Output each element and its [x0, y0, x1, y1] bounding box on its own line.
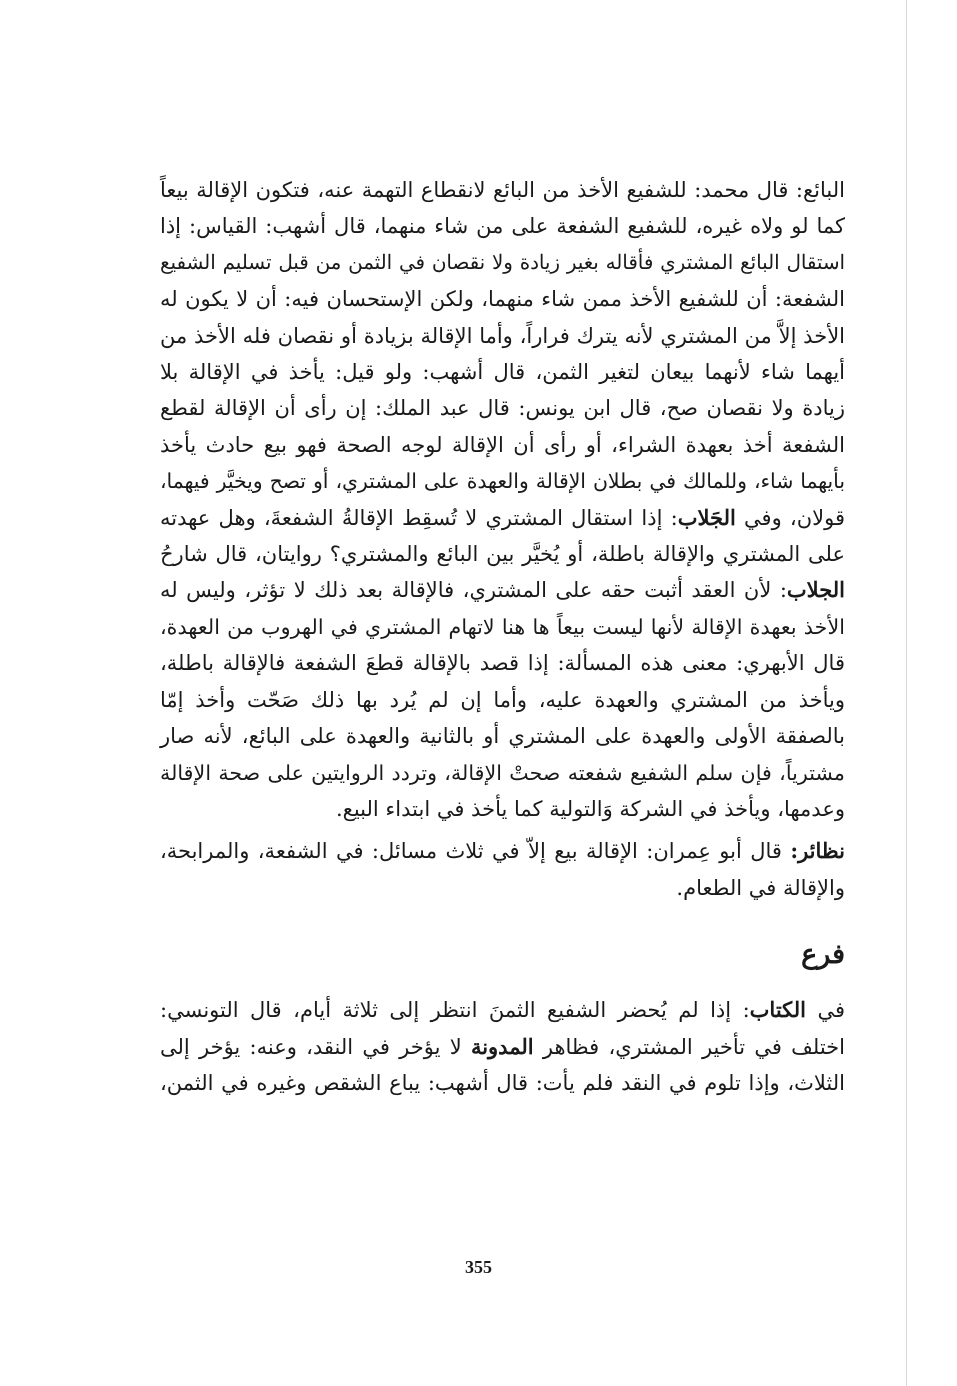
- text-line: الثلاث، وإذا تلوم في النقد فلم يأت: قال أشهب: يباع الشقص وغيره في الثمن،: [160, 1070, 845, 1095]
- page-number: 355: [465, 1257, 492, 1277]
- text-line: أيهما شاء لأنهما بيعان لتغير الثمن، قال أشهب: ولو قيل: يأخذ في الإقالة بلا: [160, 360, 845, 385]
- bold-term-mudawwana: المدونة: [470, 1033, 534, 1059]
- scan-edge-line: [906, 0, 907, 1386]
- text-line: بأيهما شاء، وللمالك في بطلان الإقالة والعهدة على المشتري، أو تصح ويخيَّر فيهما،: [160, 469, 845, 494]
- text-line: زيادة ولا نقصان صح، قال ابن يونس: قال عبد الملك: إن رأى أن الإقالة لقطع: [160, 396, 845, 421]
- text-line: والإقالة في الطعام.: [676, 875, 845, 900]
- text-line: استقال البائع المشتري فأقاله بغير زيادة ولا نقصان في الثمن من قبل تسليم الشفيع: [160, 250, 845, 274]
- paragraph-2: [160, 833, 845, 906]
- text-line: على المشتري والإقالة باطلة، أو يُخيَّر بين البائع والمشتري؟ روايتان، قال شارحُ: [160, 542, 845, 567]
- text-run: قال أبو عِمران: الإقالة بيع إلاّ في ثلاث مسائل: في الشفعة، والمرابحة،: [160, 839, 791, 864]
- text-run: : إذا لم يُحضر الشفيع الثمنَ انتظر إلى ثلاثة أيام، قال التونسي:: [160, 998, 750, 1023]
- text-line: ويأخذ من المشتري والعهدة عليه، وأما إن لم يُرد بها ذلك صَحّت وأخذ إمّا: [160, 687, 845, 712]
- text-line: قال الأبهري: معنى هذه المسألة: إذا قصد بالإقالة قطعَ الشفعة فالإقالة باطلة،: [160, 651, 845, 676]
- text-line: البائع: قال محمد: للشفيع الأخذ من البائع لانقطاع التهمة عنه، فتكون الإقالة بيعاً: [160, 178, 845, 202]
- text-line: كما لو ولاه غيره، للشفيع الشفعة على من شاء منهما، قال أشهب: القياس: إذا: [160, 214, 845, 239]
- text-line: الأخذ إلاَّ من المشتري لأنه يترك فراراً، وأما الإقالة بزيادة أو نقصان فله الأخذ من: [160, 323, 845, 348]
- text-line: [160, 992, 845, 1028]
- page-body: [160, 172, 845, 1101]
- text-line: [160, 500, 845, 536]
- text-run: : إذا استقال المشتري لا تُسقِط الإقالةُ الشفعةَ، وهل عهدته: [160, 505, 678, 530]
- text-line: [160, 833, 845, 869]
- text-run: اختلف في تأخير المشتري، فظاهر: [533, 1034, 845, 1059]
- text-line: [160, 572, 845, 608]
- text-line: [160, 1029, 845, 1065]
- text-line: الشفعة أخذ بعهدة الشراء، أو رأى أن الإقالة لوجه الصحة فهو بيع حادث يأخذ: [160, 432, 845, 457]
- text-run: : لأن العقد أثبت حقه على المشتري، فالإقالة بعد ذلك لا تؤثر، وليس له: [160, 578, 787, 603]
- bold-term-jallab: الجلاب: [786, 577, 845, 603]
- bold-term-jallab: الجَلاب: [677, 504, 736, 530]
- text-run: قولان، وفي: [735, 505, 845, 530]
- paragraph-3: [160, 992, 845, 1101]
- text-line: الشفعة: أن للشفيع الأخذ ممن شاء منهما، ولكن الإستحسان فيه: أن لا يكون له: [160, 287, 845, 312]
- paragraph-1: [160, 172, 845, 827]
- text-run: لا يؤخر في النقد، وعنه: يؤخر إلى: [160, 1034, 471, 1059]
- text-line: مشترياً، فإن سلم الشفيع شفعته صحتْ الإقالة، وتردد الروايتين على صحة الإقالة: [160, 760, 845, 785]
- section-heading: فرع: [801, 939, 845, 971]
- bold-term-nazair: نظائر:: [790, 838, 845, 864]
- text-run: في: [806, 998, 845, 1023]
- bold-term-kitab: الكتاب: [749, 997, 806, 1023]
- text-line: الأخذ بعهدة الإقالة لأنها ليست بيعاً ها هنا لاتهام المشتري في الهروب من العهدة،: [160, 614, 845, 639]
- text-line: وعدمها، ويأخذ في الشركة وَالتولية كما يأخذ في ابتداء البيع.: [335, 796, 845, 821]
- text-line: بالصفقة الأولى والعهدة على المشتري أو بالثانية والعهدة على البائع، لأنه صار: [160, 724, 845, 749]
